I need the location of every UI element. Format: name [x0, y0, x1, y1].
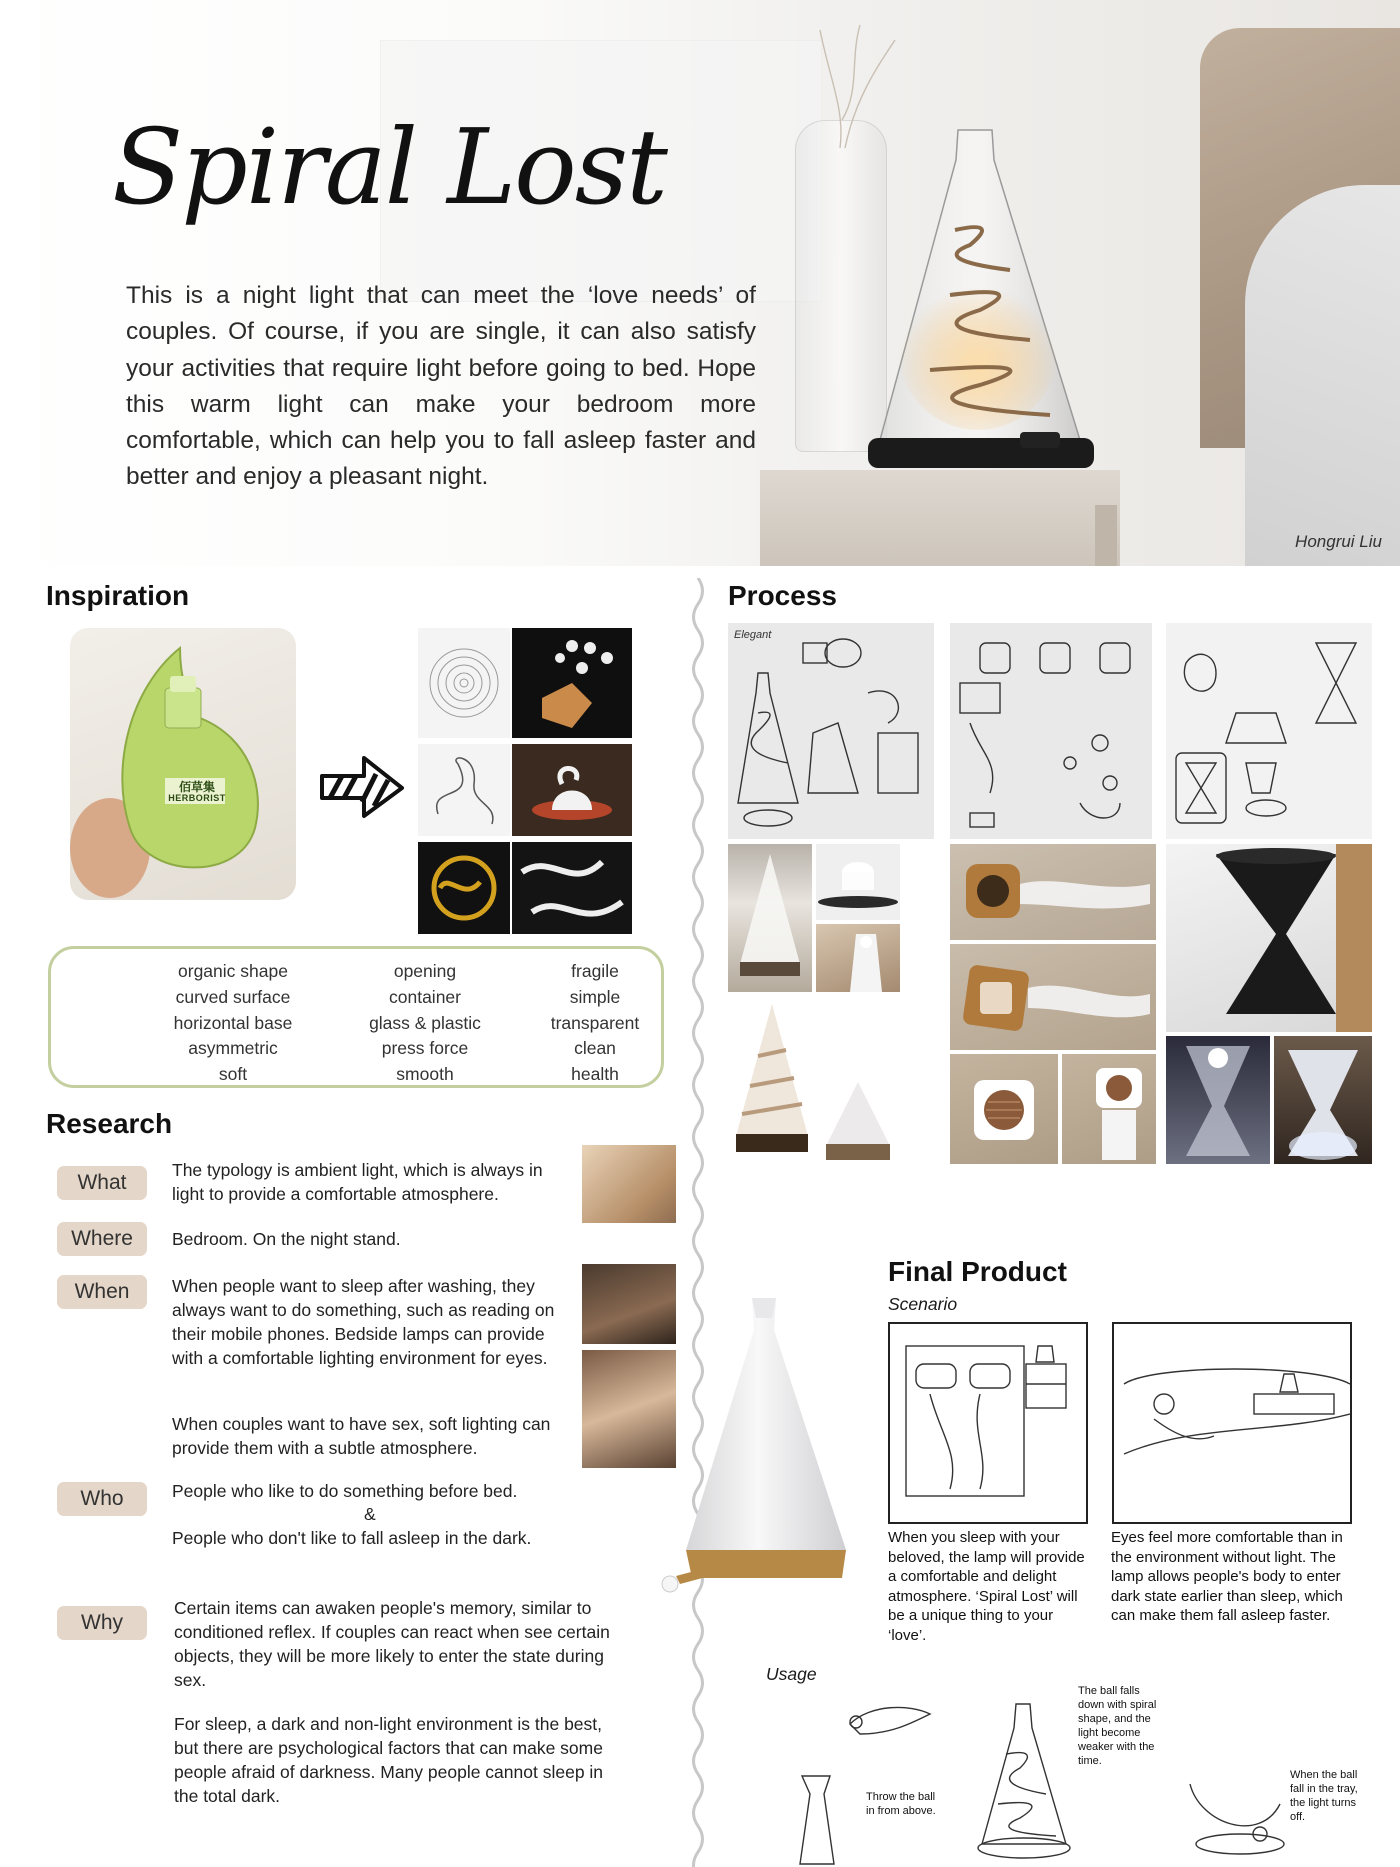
keyword: curved surface — [175, 986, 291, 1007]
final-product-heading: Final Product — [888, 1256, 1067, 1287]
keyword: opening — [393, 961, 457, 981]
research-who-text-2: People who don't like to fall asleep in the dark. — [172, 1528, 532, 1548]
process-photo-striped-cone — [728, 996, 816, 1164]
usage-2-caption: The ball falls down with spiral shape, and the light become weaker with the time. — [1078, 1685, 1157, 1767]
process-sketch-3 — [1166, 623, 1372, 839]
keyword-column-3 — [495, 959, 695, 1088]
usage-label: Usage — [766, 1664, 817, 1684]
bottle-chinese-label: 佰草集 — [178, 780, 215, 794]
inspiration-thumb-sketch — [418, 744, 510, 836]
bottle-brand-label: HERBORIST — [168, 793, 226, 803]
process-photo-black-hourglass — [1166, 844, 1372, 1032]
research-when-text: When people want to sleep after washing, they always want to do something, such as reading on their mobile phones. Bedside lamps can provide with a comfortable lighting environment for eyes. — [172, 1276, 555, 1368]
tag-who: Who — [57, 1482, 147, 1516]
hero-lamp-render — [860, 120, 1100, 490]
research-heading: Research — [46, 1108, 173, 1139]
process-photo-hand — [816, 924, 900, 992]
process-photo-base — [816, 844, 900, 920]
research-why-text-2: For sleep, a dark and non-light environment is the best, but there are psychological factors that can make some people afraid of darkness. Many people cannot sleep in the total dark. — [174, 1714, 604, 1806]
process-photo-white-cone — [816, 996, 900, 1164]
process-photo-wood-ring-1 — [950, 844, 1156, 940]
keyword: health — [571, 1064, 619, 1085]
process-sketch-2 — [950, 623, 1152, 839]
tag-why: Why — [57, 1606, 147, 1640]
scenario-1-sketch — [888, 1322, 1088, 1524]
nightstand-leg — [1095, 505, 1117, 566]
keyword: container — [389, 986, 461, 1007]
scenario-1-caption: When you sleep with your beloved, the lamp will provide a comfortable and delight atmosphere. ‘Spiral Lost’ will be a unique thing to your ‘love’. — [888, 1529, 1085, 1644]
research-where-text: Bedroom. On the night stand. — [172, 1229, 401, 1249]
final-product-render — [646, 1288, 876, 1618]
keyword-column-1 — [133, 959, 333, 1088]
pillow — [1245, 185, 1400, 566]
process-photo-mesh-1 — [950, 1054, 1058, 1164]
keyword: glass & plastic — [369, 1012, 481, 1033]
keyword: fragile — [571, 961, 619, 981]
process-photo-cone-lit — [728, 844, 812, 992]
process-photo-mesh-2 — [1062, 1054, 1156, 1164]
research-what-text: The typology is ambient light, which is always in light to provide a comfortable atmosphere. — [172, 1160, 543, 1204]
perfume-bottle-photo — [70, 628, 296, 900]
author-name: Hongrui Liu — [1295, 532, 1382, 551]
keyword: soft — [218, 1064, 248, 1085]
keyword: clean — [574, 1038, 616, 1059]
inspiration-heading: Inspiration — [46, 580, 190, 611]
scenario-2-caption: Eyes feel more comfortable than in the environment without light. The lamp allows people's body to enter dark state earlier than sleep, which can make them fall asleep faster. — [1111, 1529, 1343, 1624]
process-sketch-1 — [728, 623, 934, 839]
keyword: transparent — [550, 1012, 640, 1033]
page-title: Spiral Lost — [112, 106, 666, 228]
keyword: simple — [569, 986, 621, 1007]
keyword: asymmetric — [188, 1038, 278, 1059]
tag-what: What — [57, 1166, 147, 1200]
bedroom-photo — [582, 1145, 676, 1223]
inspiration-thumb-spiral-pattern — [418, 628, 510, 738]
keyword-box — [48, 946, 664, 1088]
intro-paragraph: This is a night light that can meet the ‘love needs’ of couples. Of course, if you are single, it can also satisfy your activities that require light before going to bed. Hope this warm light can make your bedroom more comfortable, which can help you to fall asleep faster and better and enjoy a pleasant night. — [126, 282, 756, 491]
keyword: smooth — [396, 1064, 454, 1085]
sketch-note: Elegant — [734, 629, 772, 641]
tag-where: Where — [57, 1222, 147, 1256]
inspiration-thumb-curves — [512, 842, 632, 934]
keyword: press force — [381, 1038, 469, 1059]
inspiration-thumb-sculpture — [512, 744, 632, 836]
scenario-2-sketch — [1112, 1322, 1352, 1524]
wavy-divider — [678, 578, 718, 1867]
process-photo-lit-hourglass-2 — [1274, 1036, 1372, 1164]
keyword: horizontal base — [173, 1012, 293, 1033]
research-who-ampersand: & — [364, 1504, 376, 1524]
research-who-text: People who like to do something before bed. — [172, 1481, 518, 1501]
research-why-text: Certain items can awaken people's memory, similar to conditioned reflex. If couples can react when see certain objects, they will be more likely to enter the state during sex. — [174, 1598, 610, 1690]
tag-when: When — [57, 1275, 147, 1309]
research-when-text-2: When couples want to have sex, soft lighting can provide them with a subtle atmosphere. — [172, 1414, 551, 1458]
inspiration-thumb-yin-yang — [418, 842, 510, 934]
process-photo-wood-ring-2 — [950, 944, 1156, 1050]
perfume-bottle-illustration — [70, 628, 296, 900]
usage-1-caption: Throw the ball in from above. — [866, 1791, 936, 1817]
hero-banner — [0, 0, 1400, 566]
scenario-label: Scenario — [888, 1294, 958, 1314]
inspiration-thumb-paper-cube — [512, 628, 632, 738]
keyword: organic shape — [178, 961, 288, 981]
process-heading: Process — [728, 580, 837, 611]
process-photo-lit-hourglass-1 — [1166, 1036, 1270, 1164]
arrow-icon — [316, 752, 408, 822]
usage-3-caption: When the ball fall in the tray, the light turns off. — [1290, 1769, 1358, 1823]
